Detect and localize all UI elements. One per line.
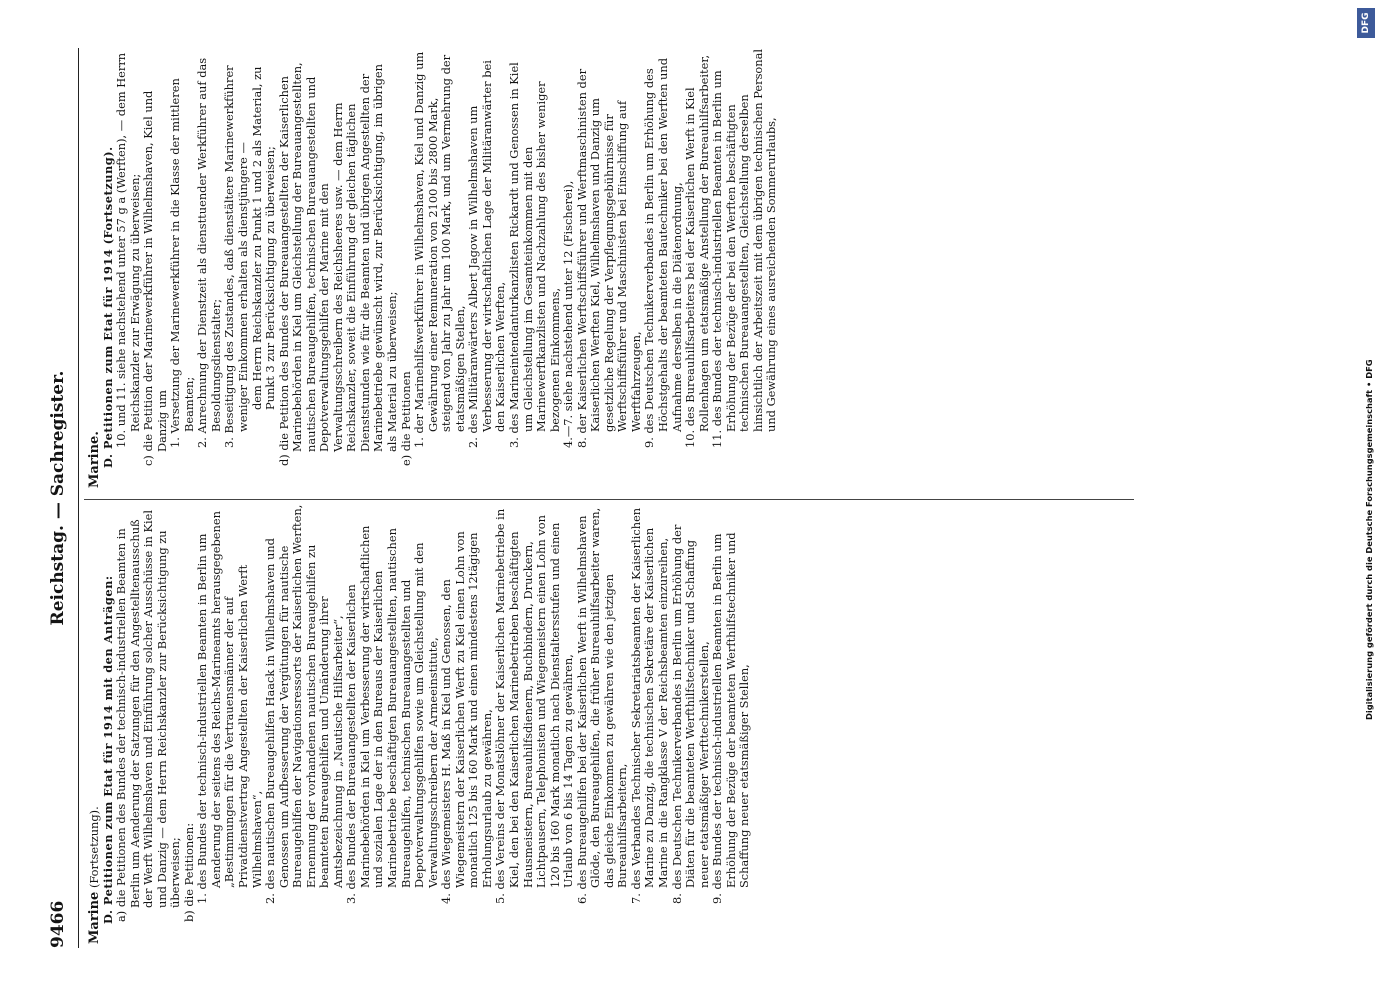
right-entry: 4.—7. siehe nachstehend unter 12 (Fischerei), <box>561 180 576 448</box>
left-entry: 5. des Vereins der Monatslöhner der Kaiserlichen Marinebetriebe in Kiel, den bei den Kaiserlichen Marinebetrieben beschäftigten Hausmeistern, Bureauhilfsdienern, Buchbindern, Druckern, Lichtpausern, Telephonisten und Wiegemeistern einen Lohn von 120 bis 160 Mark monatlich nach Dienstaltersstufen und einen Urlaub von 6 bis 14 Tagen zu gewähren, <box>493 508 576 904</box>
right-entry: 11. des Bundes der technisch-industriellen Beamten in Berlin um Erhöhung der Bezüge der bei den Werften beschäftigten technischen Bureauangestellten, Gleichstellung derselben hinsichtlich der Arbeitszeit mit dem übrigen technischen Personal und Gewährung eines ausreichenden Sommerurlaubs, <box>710 48 779 448</box>
right-headword-line <box>88 48 102 488</box>
left-entry: 8. des Deutschen Technikerverbandes in Berlin um Erhöhung der Diäten für die beamteten Werfthilfstechniker und Schaffung neuer etatsmäßiger Werfttechnikerstellen, <box>669 524 711 904</box>
left-entry: 7. des Verbandes Technischer Sekretariatsbeamten der Kaiserlichen Marine zu Danzig, die technischen Sekretäre der Kaiserlichen Marine in die Rangklasse V der Reichsbeamten einzureihen, <box>628 507 670 904</box>
left-entry: a) die Petitionen des Bundes der technisch-industriellen Beamten in Berlin um Aenderung der Satzungen für den Angestelltenausschuß der Werft Wilhelmshaven und Einführung solcher Ausschüsse in Kiel und Danzig — dem Herrn Reichskanzler zur Berücksichtigung zu überweisen; <box>114 509 183 922</box>
right-entry: 1. Versetzung der Marinewerkführer in die Klasse der mittleren Beamten; <box>168 78 196 448</box>
left-entry: 3. des Bundes der Bureauangestellten der Kaiserlichen Marinebehörden in Kiel um Verbesserung der wirtschaftlichen und sozialen Lage der in den Bureaus der Kaiserlichen Marinebetriebe beschäftigten Bureauangestellten, nautischen Bureaugehilfen, technischen Bureauangestellten und Depotverwaltungsgehilfen sowie um Gleichstellung mit den Verwaltungsschreibern der Armeeinstitute, <box>344 525 440 904</box>
right-entry: dem Herrn Reichskanzler zu Punkt 1 und 2 als Material, zu Punkt 3 zur Berücksichtigung zu überweisen; <box>249 66 278 410</box>
column-divider <box>84 499 1134 500</box>
right-entry: 10. und 11. siehe nachstehend unter 57 g a (Werften), — dem Herrn Reichskanzler zur Erwägung zu überweisen; <box>114 52 142 448</box>
left-entry: 1. des Bundes der technisch-industriellen Beamten in Berlin um Aenderung der seitens des Reichs-Marineamts herausgegebenen „Bestimmungen für die Vertrauensmänner der auf Privatdienstvertrag Angestellten der Kaiserlichen Werft Wilhelmshaven“, <box>195 511 264 904</box>
page-header <box>48 48 72 948</box>
right-entry: 3. Beseitigung des Zustandes, daß dienstältere Marinewerkführer weniger Einkommen erhalten als dienstjüngere — <box>222 65 251 448</box>
left-entry: 4. des Wiegemeisters H. Maß in Kiel und Genossen, den Wiegemeistern der Kaiserlichen Werft zu Kiel einen Lohn von monatlich 125 bis 160 Mark und einen mindestens 12tägigen Erholungsurlaub zu gewähren, <box>439 531 494 904</box>
left-entry: b) die Petitionen: <box>181 822 196 922</box>
right-subhead: D. Petitionen zum Etat für 1914 (Fortsetzung). <box>100 146 115 468</box>
left-headword-suffix: (Fortsetzung). <box>87 806 101 892</box>
left-entry: 9. des Bundes der technisch-industriellen Beamten in Berlin um Erhöhung der Bezüge der beamteten Werfthilfstechniker und Schaffung neuer etatsmäßiger Stellen, <box>710 532 752 904</box>
right-entry: 8. der Kaiserlichen Werftschiffsführer und Werftmaschinisten der Kaiserlichen Werften Kiel, Wilhelmshaven und Danzig um gesetzliche Regelung der Verpflegungsgebührnisse für Werftschiffsführer und Maschinisten bei Einschiffung auf Werftfahrzeugen, <box>574 68 643 448</box>
left-headword: Marine <box>87 891 102 944</box>
page-number: 9466 <box>48 900 68 948</box>
right-entry: d) die Petition des Bundes der Bureauangestellten der Kaiserlichen Marinebehörden in Kiel um Gleichstellung der Bureauangestellten, nautischen Bureaugehilfen, technischen Bureauangestellten und Depotverwaltungsgehilfen der Marine mit den Verwaltungsschreibern des Reichsheeres usw. — dem Herrn Reichskanzler, soweit die Einführung der gleichen täglichen Dienststunden wie für die Beamten und übrigen Angestellten der Marinebetriebe gewünscht wird, zur Berücksichtigung, im übrigen als Material zu überweisen; <box>276 62 400 466</box>
digitization-credit: Digitalisierung gefördert durch die Deutsche Forschungsgemeinschaft • DFG <box>1364 359 1374 720</box>
left-headword-line <box>88 504 102 944</box>
right-column <box>88 48 779 488</box>
right-entry: 9. des Deutschen Technikerverbandes in Berlin um Erhöhung des Höchstgehalts der beamteten Bautechniker bei den Werften und Aufnahme derselben in die Diätenordnung, <box>642 57 684 448</box>
right-entry: 2. Anrechnung der Dienstzeit als diensttuender Werkführer auf das Besoldungsdienstalter; <box>195 57 223 448</box>
left-entry: 2. des nautischen Bureaugehilfen Haack in Wilhelmshaven und Genossen um Aufbesserung der Vergütungen für nautische Bureaugehilfen der Navigationsressorts der Kaiserlichen Werften, Ernennung der vorhandenen nautischen Bureaugehilfen zu beamteten Bureaugehilfen und Umänderung ihrer Amtsbezeichnung in „Nautische Hilfsarbeiter“, <box>263 504 345 904</box>
header-rule <box>78 48 79 948</box>
left-subhead: D. Petitionen zum Etat für 1914 mit den Anträgen: <box>100 575 115 924</box>
right-entry: 2. des Militäranwärters Albert Jagow in Wilhelmshaven um Verbesserung der wirtschaftlichen Lage der Militäranwärter bei den Kaiserlichen Werften, <box>466 60 508 448</box>
right-entry: 3. des Marineintendanturkanzlisten Rickardt und Genossen in Kiel um Gleichstellung im Gesamteinkommen mit den Marinewerftkanzlisten und Nachzahlung des bisher weniger bezogenen Einkommens, <box>506 62 562 448</box>
right-entry: 1. der Marinehilfswerkführer in Wilhelmshaven, Kiel und Danzig um Gewährung einer Remuneration von 2100 bis 2800 Mark, steigend von Jahr zu Jahr um 100 Mark, und um Vermehrung der etatsmäßigen Stellen, <box>412 51 467 448</box>
dfg-logo: DFG <box>1357 8 1375 38</box>
running-title: Reichstag. — Sachregister. <box>48 370 68 626</box>
right-headword: Marine. <box>87 431 102 488</box>
right-entry: e) die Petitionen <box>398 371 413 466</box>
left-column <box>88 504 752 944</box>
right-entry: c) die Petition der Marinewerkführer in Wilhelmshaven, Kiel und Danzig um <box>141 90 169 466</box>
right-entry: 10. des Bureauhilfsarbeiters bei der Kaiserlichen Werft in Kiel Rollenhagen um etatsmäßige Anstellung der Bureauhilfsarbeiter, <box>683 54 711 448</box>
left-entry: 6. des Bureaugehilfen bei der Kaiserlichen Werft in Wilhelmshaven Glöde, den Bureaugehilfen, die früher Bureauhilfsarbeiter waren, das gleiche Einkommen zu gewähren wie den jetzigen Bureauhilfsarbeitern, <box>574 507 630 904</box>
